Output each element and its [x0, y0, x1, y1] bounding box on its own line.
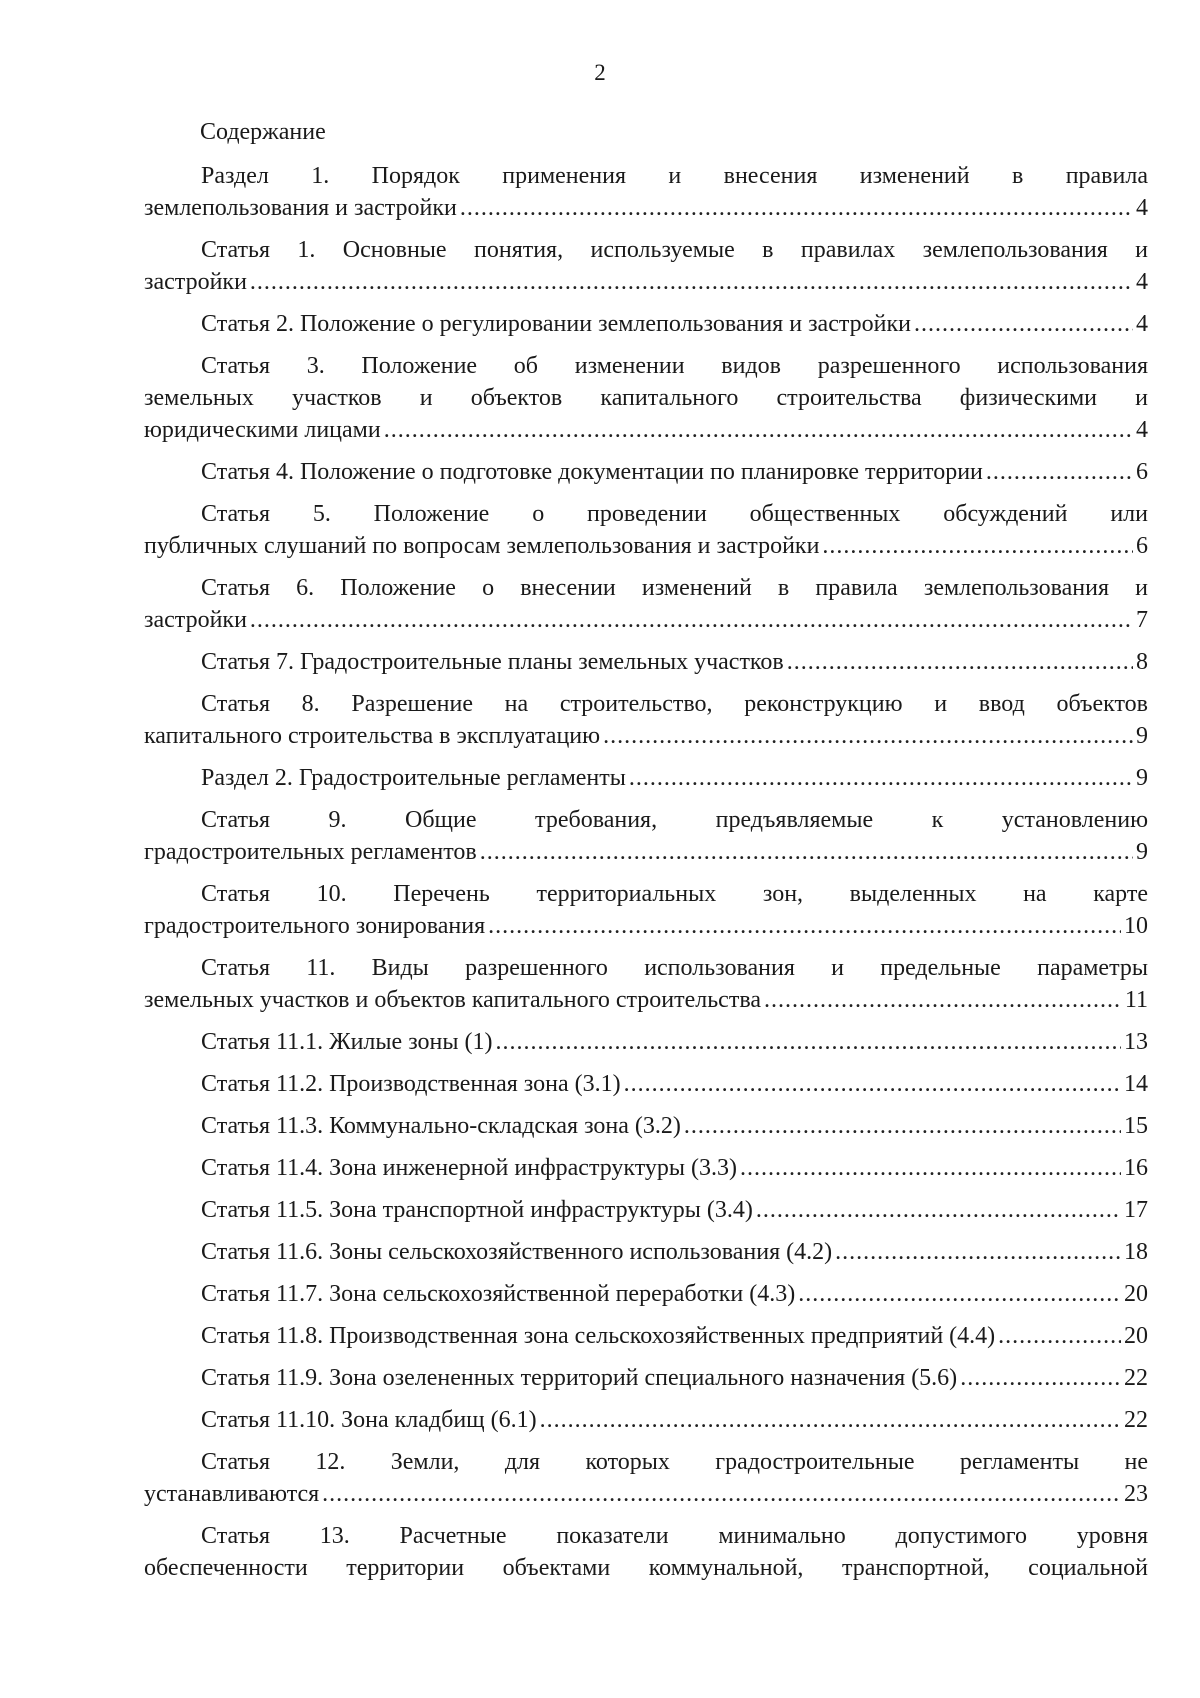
toc-entry-line — [144, 1110, 1148, 1142]
toc-entry-line — [144, 414, 1148, 446]
toc-entry[interactable] — [144, 762, 1148, 794]
toc-entry[interactable] — [144, 234, 1148, 298]
toc-entry-title: Статья 11.10. Зона кладбищ (6.1) — [201, 1407, 537, 1433]
toc-entry[interactable] — [144, 1320, 1148, 1352]
toc-page-number: 6 — [1136, 533, 1148, 559]
toc-entry[interactable] — [144, 688, 1148, 752]
dot-leader — [756, 1194, 1121, 1226]
toc-entry-line: Статья 10. Перечень территориальных зон, выделенных на карте — [201, 881, 1148, 907]
toc-entry[interactable] — [144, 1236, 1148, 1268]
toc-entry-line — [144, 1404, 1148, 1436]
toc-entry[interactable] — [144, 1026, 1148, 1058]
toc-entry[interactable] — [144, 646, 1148, 678]
toc-entry[interactable] — [144, 1194, 1148, 1226]
toc-entry-line — [144, 1068, 1148, 1100]
toc-entry[interactable] — [144, 1110, 1148, 1142]
toc-entry[interactable] — [144, 1152, 1148, 1184]
dot-leader — [986, 456, 1133, 488]
dot-leader — [998, 1320, 1121, 1352]
toc-page-number: 10 — [1124, 913, 1148, 939]
toc-title: Содержание — [200, 119, 326, 145]
dot-leader — [480, 836, 1133, 868]
toc-entry[interactable] — [144, 878, 1148, 942]
toc-entry-line — [144, 836, 1148, 868]
toc-entry-line — [144, 720, 1148, 752]
table-of-contents — [144, 160, 1148, 1594]
toc-entry[interactable] — [144, 456, 1148, 488]
toc-entry-line — [144, 266, 1148, 298]
toc-page-number: 16 — [1124, 1155, 1148, 1181]
toc-entry-title: публичных слушаний по вопросам землепользования и застройки — [144, 533, 820, 559]
toc-entry-line — [144, 1026, 1148, 1058]
toc-entry-title: градостроительного зонирования — [144, 913, 486, 939]
toc-page-number: 9 — [1136, 765, 1148, 791]
toc-entry-title: Статья 11.5. Зона транспортной инфраструктуры (3.4) — [201, 1197, 753, 1223]
toc-entry-line — [144, 1478, 1148, 1510]
toc-entry-line: земельных участков и объектов капитального строительства физическими и — [144, 385, 1148, 411]
toc-entry-title: застройки — [144, 607, 247, 633]
toc-entry-line: Статья 3. Положение об изменении видов разрешенного использования — [201, 353, 1148, 379]
toc-page-number: 20 — [1124, 1323, 1148, 1349]
toc-entry-line: Статья 1. Основные понятия, используемые в правилах землепользования и — [201, 237, 1148, 263]
toc-page-number: 9 — [1136, 723, 1148, 749]
toc-entry-title: устанавливаются — [144, 1481, 320, 1507]
toc-entry[interactable] — [144, 308, 1148, 340]
toc-entry-title: Статья 7. Градостроительные планы земельных участков — [201, 649, 784, 675]
toc-entry[interactable] — [144, 160, 1148, 224]
page-number: 2 — [594, 60, 606, 85]
dot-leader — [250, 266, 1133, 298]
toc-entry-line — [144, 1194, 1148, 1226]
toc-entry-title: Статья 11.3. Коммунально-складская зона (3.2) — [201, 1113, 681, 1139]
toc-entry[interactable] — [144, 952, 1148, 1016]
toc-entry-title: градостроительных регламентов — [144, 839, 477, 865]
toc-entry-title: Статья 11.4. Зона инженерной инфраструктуры (3.3) — [201, 1155, 738, 1181]
toc-entry-line — [144, 762, 1148, 794]
dot-leader — [787, 646, 1133, 678]
toc-entry-title: юридическими лицами — [144, 417, 381, 443]
dot-leader — [684, 1110, 1121, 1142]
toc-page-number: 9 — [1136, 839, 1148, 865]
toc-entry[interactable] — [144, 1068, 1148, 1100]
toc-entry[interactable] — [144, 1278, 1148, 1310]
toc-page-number: 4 — [1136, 417, 1148, 443]
toc-entry-line — [144, 1152, 1148, 1184]
toc-entry[interactable] — [144, 1404, 1148, 1436]
toc-page-number: 22 — [1124, 1365, 1148, 1391]
toc-page-number: 4 — [1136, 311, 1148, 337]
toc-entry-line — [144, 910, 1148, 942]
toc-entry-line: Статья 9. Общие требования, предъявляемые к установлению — [201, 807, 1148, 833]
toc-entry-line: Статья 6. Положение о внесении изменений в правила землепользования и — [201, 575, 1148, 601]
toc-page-number: 17 — [1124, 1197, 1148, 1223]
toc-page-number: 13 — [1124, 1029, 1148, 1055]
toc-entry-line — [144, 1278, 1148, 1310]
dot-leader — [629, 762, 1133, 794]
toc-page-number: 23 — [1124, 1481, 1148, 1507]
toc-entry-title: Статья 2. Положение о регулировании землепользования и застройки — [201, 311, 911, 337]
toc-entry[interactable] — [144, 804, 1148, 868]
toc-entry-line: Статья 11. Виды разрешенного использования и предельные параметры — [201, 955, 1148, 981]
dot-leader — [540, 1404, 1121, 1436]
toc-page-number: 11 — [1124, 987, 1148, 1013]
toc-page-number: 20 — [1124, 1281, 1148, 1307]
toc-entry-line — [144, 604, 1148, 636]
toc-entry-line: Статья 8. Разрешение на строительство, реконструкцию и ввод объектов — [201, 691, 1148, 717]
toc-entry-line — [144, 456, 1148, 488]
toc-page-number: 8 — [1136, 649, 1148, 675]
toc-page-number: 14 — [1124, 1071, 1148, 1097]
toc-entry[interactable] — [144, 1362, 1148, 1394]
toc-entry-title: Статья 11.9. Зона озелененных территорий специального назначения (5.6) — [201, 1365, 958, 1391]
dot-leader — [250, 604, 1133, 636]
toc-entry[interactable] — [144, 498, 1148, 562]
dot-leader — [488, 910, 1121, 942]
toc-entry[interactable] — [144, 572, 1148, 636]
toc-page-number: 6 — [1136, 459, 1148, 485]
toc-entry-title: земельных участков и объектов капитального строительства — [144, 987, 761, 1013]
toc-entry-line: Статья 13. Расчетные показатели минимально допустимого уровня — [201, 1523, 1148, 1549]
toc-entry[interactable] — [144, 350, 1148, 446]
toc-entry[interactable] — [144, 1520, 1148, 1584]
dot-leader — [384, 414, 1133, 446]
dot-leader — [914, 308, 1133, 340]
toc-entry-title: землепользования и застройки — [144, 195, 457, 221]
toc-entry-line — [144, 1320, 1148, 1352]
toc-entry-line — [144, 646, 1148, 678]
toc-page-number: 4 — [1136, 269, 1148, 295]
toc-page-number: 18 — [1124, 1239, 1148, 1265]
dot-leader — [764, 984, 1122, 1016]
toc-entry-title: капитального строительства в эксплуатацию — [144, 723, 601, 749]
dot-leader — [740, 1152, 1121, 1184]
toc-page-number: 22 — [1124, 1407, 1148, 1433]
dot-leader — [603, 720, 1133, 752]
dot-leader — [624, 1068, 1121, 1100]
toc-entry-title: Статья 11.8. Производственная зона сельскохозяйственных предприятий (4.4) — [201, 1323, 996, 1349]
toc-entry-title: застройки — [144, 269, 247, 295]
toc-page-number: 15 — [1124, 1113, 1148, 1139]
toc-entry-line: Раздел 1. Порядок применения и внесения изменений в правила — [201, 163, 1148, 189]
toc-entry-title: Статья 11.1. Жилые зоны (1) — [201, 1029, 493, 1055]
toc-entry-title: Раздел 2. Градостроительные регламенты — [201, 765, 626, 791]
toc-entry-title: Статья 11.6. Зоны сельскохозяйственного использования (4.2) — [201, 1239, 833, 1265]
toc-entry-line: Статья 5. Положение о проведении общественных обсуждений или — [201, 501, 1148, 527]
toc-entry-title: Статья 11.7. Зона сельскохозяйственной переработки (4.3) — [201, 1281, 796, 1307]
dot-leader — [798, 1278, 1121, 1310]
toc-page-number: 7 — [1136, 607, 1148, 633]
dot-leader — [835, 1236, 1121, 1268]
toc-entry-line: Статья 12. Земли, для которых градостроительные регламенты не — [201, 1449, 1148, 1475]
dot-leader — [460, 192, 1133, 224]
toc-entry-line — [144, 1236, 1148, 1268]
toc-entry-line: обеспеченности территории объектами коммунальной, транспортной, социальной — [144, 1555, 1148, 1581]
dot-leader — [822, 530, 1133, 562]
toc-entry-line — [144, 984, 1148, 1016]
dot-leader — [322, 1478, 1121, 1510]
dot-leader — [960, 1362, 1121, 1394]
toc-page-number: 4 — [1136, 195, 1148, 221]
toc-entry[interactable] — [144, 1446, 1148, 1510]
toc-entry-line — [144, 530, 1148, 562]
dot-leader — [495, 1026, 1121, 1058]
toc-entry-title: Статья 11.2. Производственная зона (3.1) — [201, 1071, 621, 1097]
toc-entry-line — [144, 308, 1148, 340]
toc-entry-title: Статья 4. Положение о подготовке документации по планировке территории — [201, 459, 983, 485]
toc-entry-line — [144, 192, 1148, 224]
toc-entry-line — [144, 1362, 1148, 1394]
